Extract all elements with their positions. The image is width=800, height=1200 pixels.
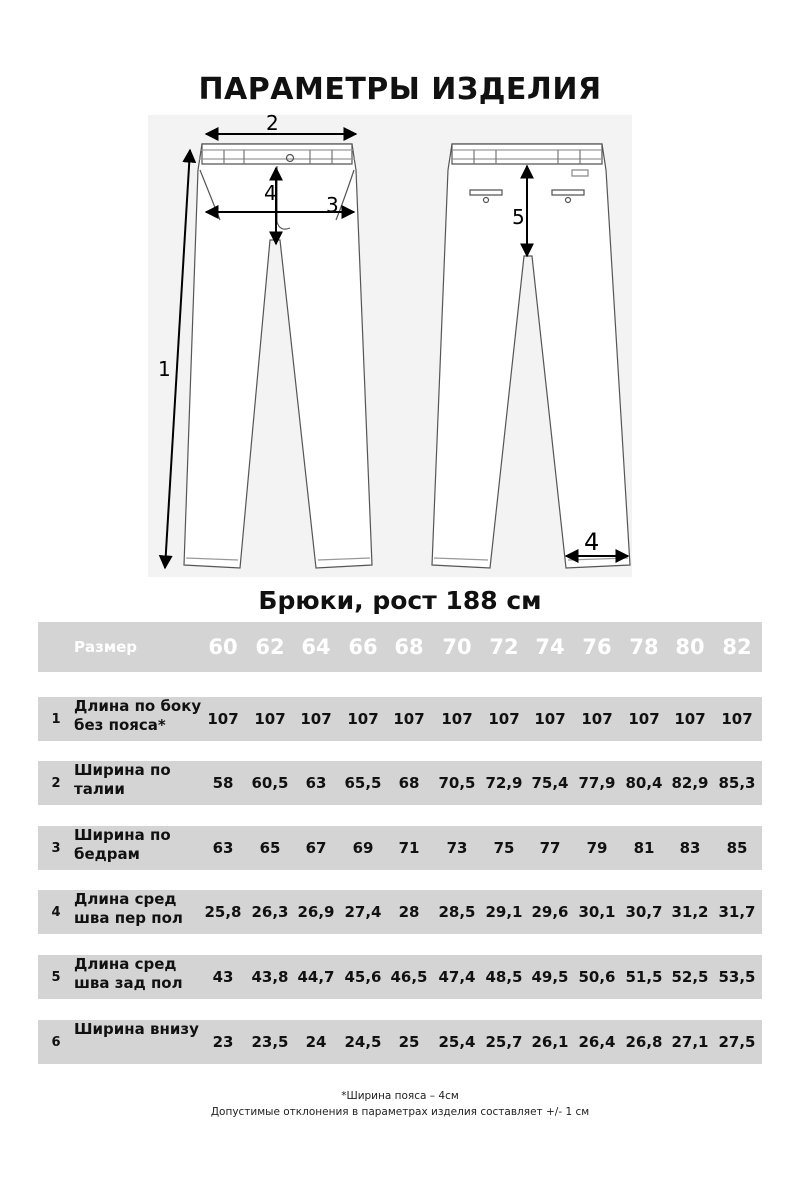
value-cell: 63 [305,774,327,792]
value-cell: 107 [628,710,660,728]
size-header-cell: 72 [489,635,519,659]
row-label-line: Длина по боку [74,697,202,715]
row-label-line: шва пер пол [74,909,183,927]
value-cell: 80,4 [625,774,663,792]
value-cell: 25 [398,1033,420,1051]
value-cell: 107 [347,710,379,728]
size-header-cell: 64 [301,635,331,659]
table-row [38,1020,762,1064]
value-cell: 53,5 [718,968,756,986]
value-cell: 51,5 [625,968,663,986]
row-label-line: шва зад пол [74,974,183,992]
value-cell: 43 [212,968,234,986]
dim-label-1: 1 [158,357,171,381]
dim-label-3: 3 [326,193,339,217]
row-label [74,761,206,805]
table-row [38,890,762,934]
value-cell: 107 [674,710,706,728]
row-number: 2 [51,775,61,791]
dim-label-2: 2 [266,111,279,135]
value-cell: 85 [726,839,748,857]
value-cell: 63 [212,839,234,857]
size-header-cell: 74 [535,635,565,659]
waistband-note: *Ширина пояса – 4см [341,1090,459,1102]
row-label [74,697,206,741]
value-cell: 25,8 [204,903,242,921]
row-number: 4 [51,904,61,920]
value-cell: 24,5 [344,1033,382,1051]
size-header-cell: 76 [582,635,612,659]
table-row [38,955,762,999]
size-header-cell: 78 [629,635,659,659]
value-cell: 29,6 [531,903,569,921]
size-header-cell: 70 [442,635,472,659]
value-cell: 107 [488,710,520,728]
row-label-line: Ширина по [74,761,171,779]
value-cell: 26,1 [531,1033,569,1051]
value-cell: 60,5 [251,774,289,792]
value-cell: 77,9 [578,774,616,792]
value-cell: 82,9 [671,774,709,792]
value-cell: 69 [352,839,374,857]
value-cell: 25,4 [438,1033,476,1051]
value-cell: 46,5 [390,968,428,986]
value-cell: 27,5 [718,1033,756,1051]
value-cell: 107 [441,710,473,728]
row-label-line: без пояса* [74,716,166,734]
value-cell: 85,3 [718,774,756,792]
table-row [38,697,762,741]
value-cell: 26,3 [251,903,289,921]
value-cell: 107 [300,710,332,728]
value-cell: 68 [398,774,420,792]
value-cell: 52,5 [671,968,709,986]
value-cell: 23,5 [251,1033,289,1051]
row-label-line: бедрам [74,845,140,863]
value-cell: 58 [212,774,234,792]
value-cell: 30,7 [625,903,663,921]
value-cell: 83 [679,839,701,857]
value-cell: 75,4 [531,774,569,792]
row-label [74,826,206,870]
value-cell: 65 [259,839,281,857]
row-label-line: Ширина по [74,826,171,844]
value-cell: 107 [393,710,425,728]
value-cell: 107 [534,710,566,728]
value-cell: 26,9 [297,903,335,921]
dim-label-4-front: 4 [264,181,277,205]
value-cell: 26,8 [625,1033,663,1051]
value-cell: 79 [586,839,608,857]
value-cell: 50,6 [578,968,616,986]
value-cell: 70,5 [438,774,476,792]
value-cell: 107 [207,710,239,728]
row-number: 1 [51,711,61,727]
row-label-line: талии [74,780,125,798]
value-cell: 72,9 [485,774,523,792]
value-cell: 107 [254,710,286,728]
tolerance-note: Допустимые отклонения в параметрах изделия составляет +/- 1 см [210,1106,590,1118]
row-number: 5 [51,969,61,985]
value-cell: 45,6 [344,968,382,986]
value-cell: 31,2 [671,903,709,921]
value-cell: 107 [721,710,753,728]
value-cell: 65,5 [344,774,382,792]
trousers-technical-drawing [140,110,640,580]
value-cell: 30,1 [578,903,616,921]
size-header-cell: 80 [675,635,705,659]
value-cell: 23 [212,1033,234,1051]
value-cell: 25,7 [485,1033,523,1051]
value-cell: 44,7 [297,968,335,986]
value-cell: 73 [446,839,468,857]
value-cell: 75 [493,839,515,857]
value-cell: 26,4 [578,1033,616,1051]
size-header-cell: 68 [394,635,424,659]
value-cell: 49,5 [531,968,569,986]
size-header-cell: 62 [255,635,285,659]
page-title: ПАРАМЕТРЫ ИЗДЕЛИЯ [198,72,602,107]
product-subtitle: Брюки, рост 188 см [258,586,542,615]
table-row [38,761,762,805]
row-label [74,1020,206,1064]
value-cell: 48,5 [485,968,523,986]
row-number: 3 [51,840,61,856]
value-cell: 31,7 [718,903,756,921]
value-cell: 27,1 [671,1033,709,1051]
value-cell: 28 [398,903,420,921]
dim-label-4-back: 4 [584,528,600,556]
value-cell: 77 [539,839,561,857]
table-row [38,826,762,870]
row-number: 6 [51,1034,61,1050]
value-cell: 29,1 [485,903,523,921]
row-label [74,955,206,999]
value-cell: 47,4 [438,968,476,986]
row-label-line: Длина сред [74,955,177,973]
size-header-cell: 60 [208,635,238,659]
value-cell: 28,5 [438,903,476,921]
value-cell: 81 [633,839,655,857]
value-cell: 24 [305,1033,327,1051]
header-label: Размер [74,637,138,656]
size-header-cell: 82 [722,635,752,659]
row-label-line: Длина сред [74,890,177,908]
size-header-cell: 66 [348,635,378,659]
value-cell: 67 [305,839,327,857]
row-label-line: Ширина внизу [74,1020,199,1038]
dim-label-5: 5 [512,205,525,229]
value-cell: 27,4 [344,903,382,921]
value-cell: 71 [398,839,420,857]
value-cell: 43,8 [251,968,289,986]
row-label [74,890,206,934]
table-header-row [38,622,762,672]
value-cell: 107 [581,710,613,728]
